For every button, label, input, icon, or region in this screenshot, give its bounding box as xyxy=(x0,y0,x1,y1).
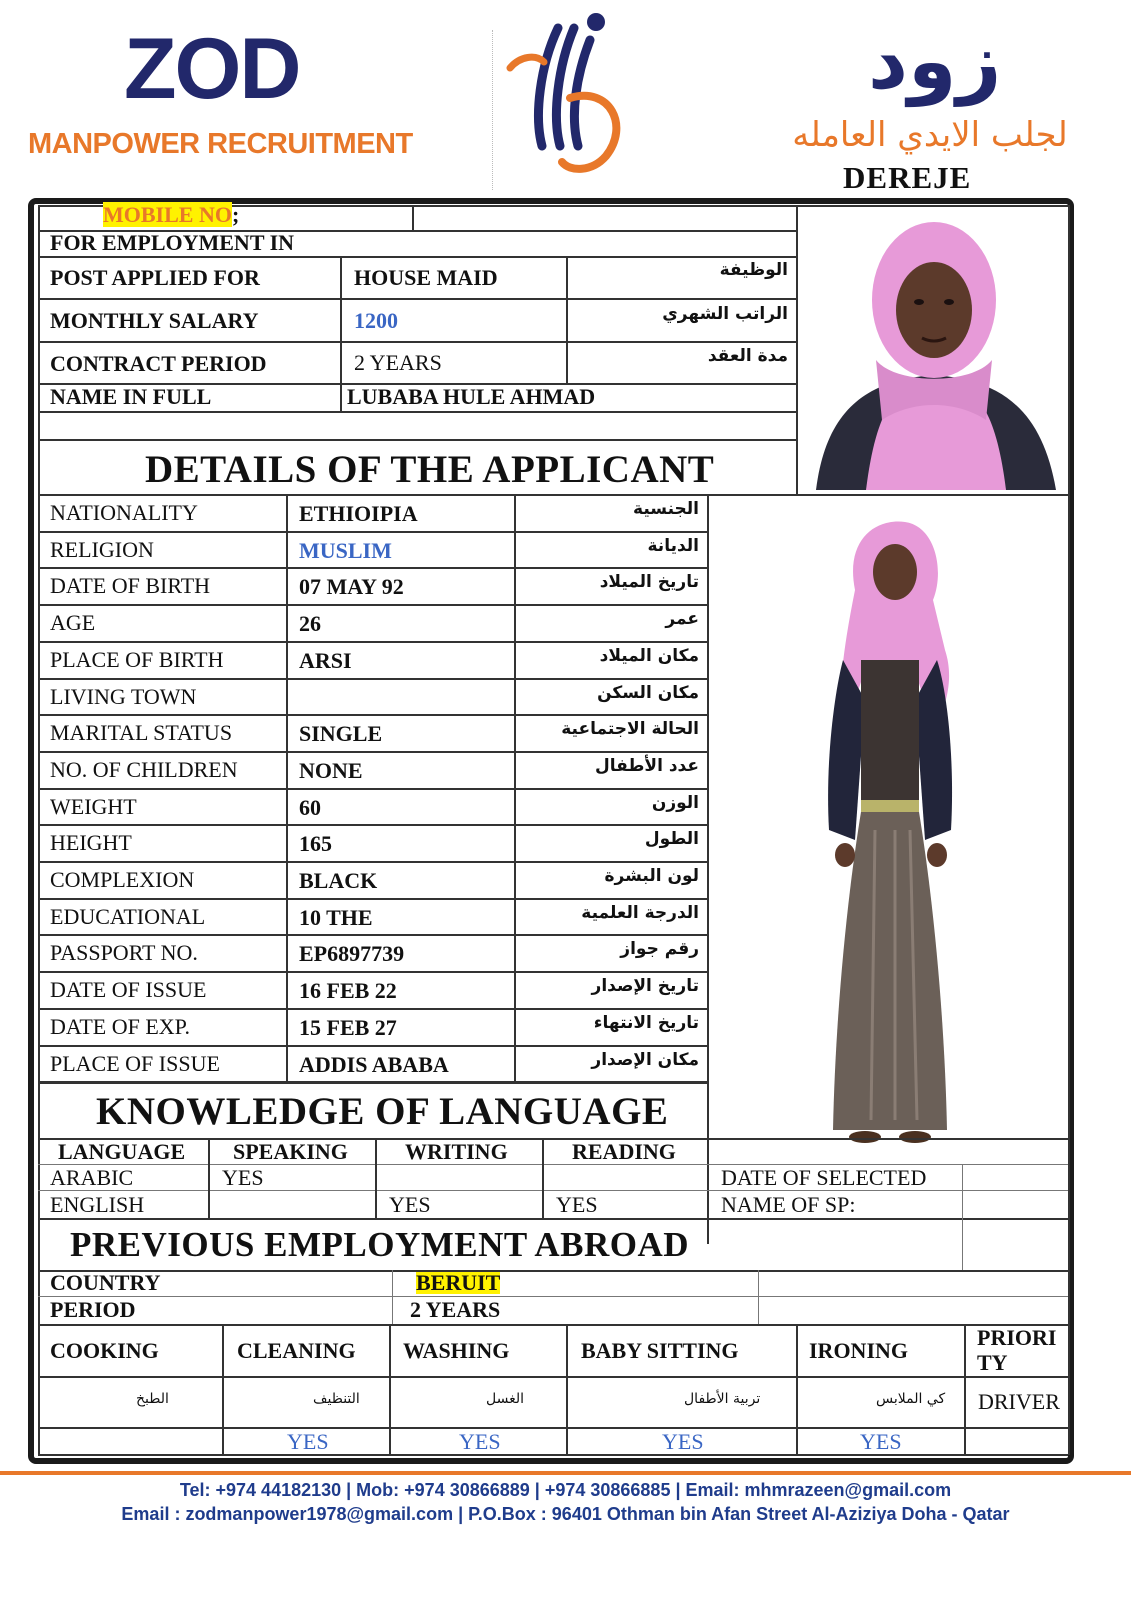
details-label: NO. OF CHILDREN xyxy=(50,757,238,782)
details-value: ETHIOIPIA xyxy=(299,501,418,526)
skill-ironing-value: YES xyxy=(860,1429,902,1454)
details-arabic: تاريخ الميلاد xyxy=(599,572,699,592)
lang-english-reading: YES xyxy=(556,1192,598,1217)
country-value: BERUIT xyxy=(416,1270,501,1295)
contract-label: CONTRACT PERIOD xyxy=(50,351,267,376)
lang-english: ENGLISH xyxy=(50,1192,145,1217)
details-arabic: مكان الميلاد xyxy=(599,646,699,666)
details-arabic: الجنسية xyxy=(633,499,699,519)
name-sp-label: NAME OF SP: xyxy=(721,1192,856,1217)
details-value: 165 xyxy=(299,831,332,856)
contract-arabic: مدة العقد xyxy=(707,346,788,366)
footer-address-line: Email : zodmanpower1978@gmail.com | P.O.Box : 96401 Othman bin Afan Street Al-Aziziya Doha - Qatar xyxy=(121,1504,1010,1524)
skill-cooking-ar: الطبخ xyxy=(136,1391,169,1407)
details-value: BLACK xyxy=(299,868,378,893)
skill-baby-sitting: BABY SITTING xyxy=(581,1338,739,1363)
details-arabic: لون البشرة xyxy=(604,866,699,886)
lang-header-reading: READING xyxy=(572,1139,676,1164)
footer-divider xyxy=(0,1471,1131,1475)
details-row-divider xyxy=(38,861,708,863)
applicant-portrait-photo xyxy=(806,210,1062,490)
details-arabic: الحالة الاجتماعية xyxy=(561,719,699,739)
lang-english-writing: YES xyxy=(389,1192,431,1217)
details-label: PASSPORT NO. xyxy=(50,940,198,965)
details-row-divider xyxy=(38,567,708,569)
details-arabic: عدد الأطفال xyxy=(595,756,699,776)
details-row-divider xyxy=(38,934,708,936)
applicant-full-photo xyxy=(815,510,965,1150)
language-title: KNOWLEDGE OF LANGUAGE xyxy=(96,1090,669,1133)
skill-cooking: COOKING xyxy=(50,1338,159,1363)
details-title: DETAILS OF THE APPLICANT xyxy=(145,448,715,491)
details-arabic: الطول xyxy=(644,829,699,849)
details-row-divider xyxy=(38,1008,708,1010)
date-selected-label: DATE OF SELECTED xyxy=(721,1165,927,1190)
post-label: POST APPLIED FOR xyxy=(50,265,260,290)
lang-arabic-speaking: YES xyxy=(222,1165,264,1190)
details-arabic: عمر xyxy=(665,609,699,629)
details-label: EDUCATIONAL xyxy=(50,904,206,929)
period-label: PERIOD xyxy=(50,1297,136,1322)
employment-label: FOR EMPLOYMENT IN xyxy=(50,230,295,255)
agent-name: DEREJE xyxy=(843,160,972,195)
details-row-divider xyxy=(38,971,708,973)
details-label: DATE OF BIRTH xyxy=(50,573,211,598)
details-label: AGE xyxy=(50,610,96,635)
details-row-divider xyxy=(38,641,708,643)
details-label: MARITAL STATUS xyxy=(50,720,233,745)
skill-washing-ar: الغسل xyxy=(486,1391,525,1407)
post-arabic: الوظيفة xyxy=(719,260,788,280)
details-arabic: الديانة xyxy=(647,536,699,556)
details-arabic: الوزن xyxy=(651,793,699,813)
priority-label-2: TY xyxy=(977,1350,1008,1375)
brand-name: ZOD xyxy=(124,21,300,117)
details-value: 15 FEB 27 xyxy=(299,1015,397,1040)
details-label: DATE OF EXP. xyxy=(50,1014,190,1039)
details-label: DATE OF ISSUE xyxy=(50,977,207,1002)
priority-label-1: PRIORI xyxy=(977,1325,1057,1350)
skill-washing: WASHING xyxy=(403,1338,510,1363)
details-arabic: تاريخ الإصدار xyxy=(591,976,699,996)
priority-value: DRIVER xyxy=(978,1389,1060,1414)
details-label: NATIONALITY xyxy=(50,500,198,525)
details-row-divider xyxy=(38,824,708,826)
details-arabic: رقم جواز xyxy=(620,939,699,959)
brand-subtitle: MANPOWER RECRUITMENT xyxy=(28,128,413,160)
details-arabic: تاريخ الانتهاء xyxy=(593,1013,699,1033)
skill-ironing: IRONING xyxy=(809,1338,909,1363)
details-label: COMPLEXION xyxy=(50,867,195,892)
lang-header-language: LANGUAGE xyxy=(58,1139,186,1164)
details-row-divider xyxy=(38,1045,708,1047)
footer-contact-line: Tel: +974 44182130 | Mob: +974 30866889 | +974 30866885 | Email: mhmrazeen@gmail.com xyxy=(179,1480,952,1500)
details-label: HEIGHT xyxy=(50,830,132,855)
lang-header-writing: WRITING xyxy=(405,1139,508,1164)
details-row-divider xyxy=(38,751,708,753)
salary-value: 1200 xyxy=(354,308,398,333)
salary-arabic: الراتب الشهري xyxy=(662,304,788,324)
details-arabic: مكان الإصدار xyxy=(591,1050,699,1070)
post-value: HOUSE MAID xyxy=(354,265,498,290)
details-value: 10 THE xyxy=(299,905,373,930)
arabic-brand: زود xyxy=(868,17,1002,107)
details-label: LIVING TOWN xyxy=(50,684,197,709)
skill-ironing-ar: كي الملابس xyxy=(876,1391,946,1407)
skill-cleaning-value: YES xyxy=(287,1429,329,1454)
period-value: 2 YEARS xyxy=(410,1297,501,1322)
details-value: 26 xyxy=(299,611,321,636)
lang-header-speaking: SPEAKING xyxy=(233,1139,348,1164)
previous-title: PREVIOUS EMPLOYMENT ABROAD xyxy=(70,1225,690,1264)
details-value: 60 xyxy=(299,795,321,820)
details-row-divider xyxy=(38,714,708,716)
skill-baby-sitting-value: YES xyxy=(662,1429,704,1454)
skill-cleaning: CLEANING xyxy=(237,1338,356,1363)
details-label: RELIGION xyxy=(50,537,154,562)
company-logo-icon xyxy=(500,6,640,176)
skill-cleaning-ar: التنظيف xyxy=(313,1391,360,1407)
details-value: SINGLE xyxy=(299,721,383,746)
name-label: NAME IN FULL xyxy=(50,384,212,409)
details-label: PLACE OF ISSUE xyxy=(50,1051,220,1076)
details-arabic: الدرجة العلمية xyxy=(581,903,699,923)
mobile-label: MOBILE NO; xyxy=(103,202,240,227)
details-label: PLACE OF BIRTH xyxy=(50,647,224,672)
salary-label: MONTHLY SALARY xyxy=(50,308,259,333)
contract-value: 2 YEARS xyxy=(354,350,442,375)
skill-baby-sitting-ar: تربية الأطفال xyxy=(684,1391,761,1407)
details-row-divider xyxy=(38,604,708,606)
details-value: 07 MAY 92 xyxy=(299,574,404,599)
details-row-divider xyxy=(38,531,708,533)
details-arabic: مكان السكن xyxy=(597,683,699,703)
details-row-divider xyxy=(38,678,708,680)
details-value: MUSLIM xyxy=(299,538,392,563)
skill-washing-value: YES xyxy=(459,1429,501,1454)
details-label: WEIGHT xyxy=(50,794,137,819)
details-value: ARSI xyxy=(299,648,352,673)
details-row-divider xyxy=(38,788,708,790)
country-label: COUNTRY xyxy=(50,1270,161,1295)
header-divider xyxy=(492,30,494,190)
arabic-subtitle: لجلب الايدي العامله xyxy=(792,115,1068,155)
details-row-divider xyxy=(38,898,708,900)
name-value: LUBABA HULE AHMAD xyxy=(347,384,596,409)
details-value: ADDIS ABABA xyxy=(299,1052,449,1077)
details-value: EP6897739 xyxy=(299,941,405,966)
details-value: 16 FEB 22 xyxy=(299,978,397,1003)
lang-arabic: ARABIC xyxy=(50,1165,134,1190)
details-value: NONE xyxy=(299,758,363,783)
